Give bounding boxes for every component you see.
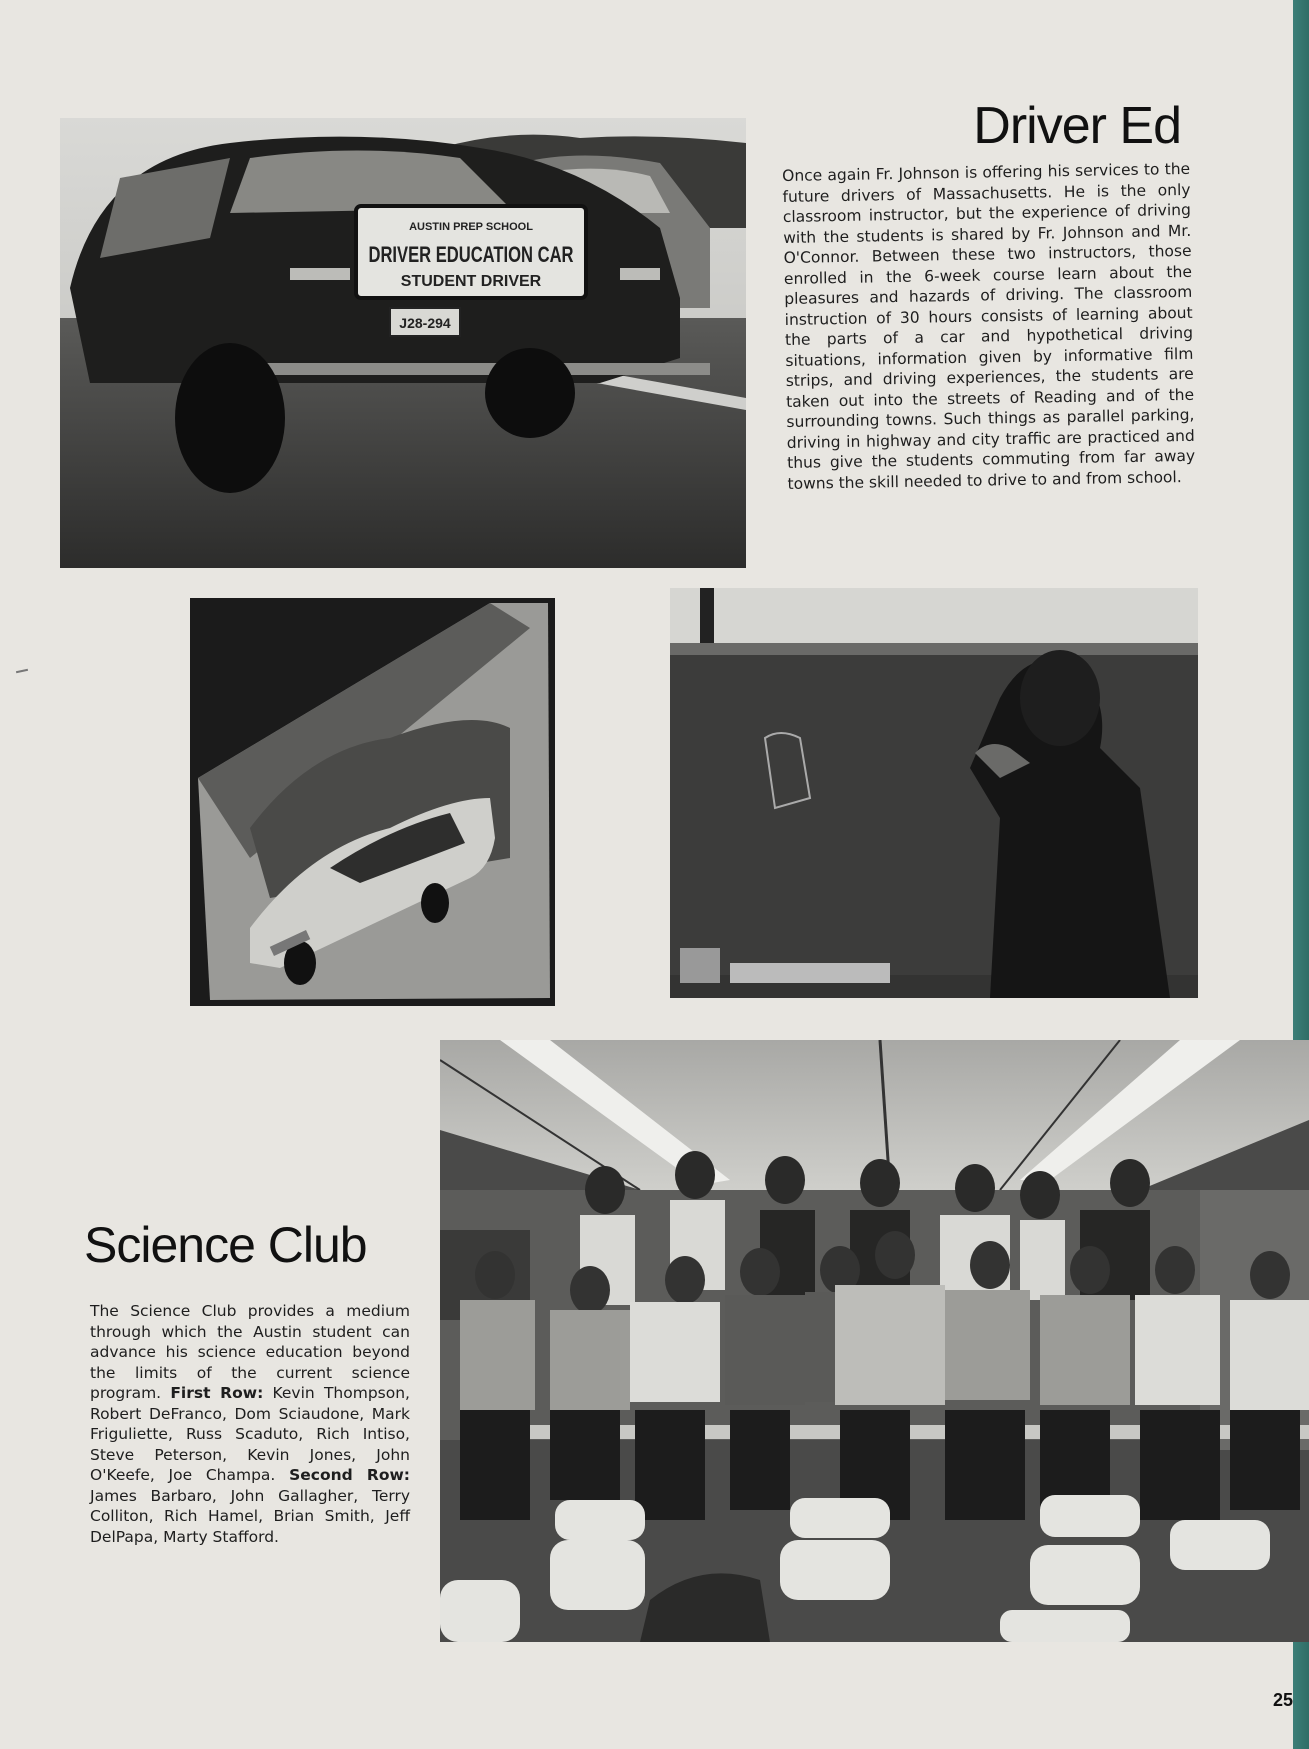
second-row-names: James Barbaro, John Gallagher, Terry Colliton, Rich Hamel, Brian Smith, Jeff DelPapa, Marty Stafford. <box>90 1486 410 1546</box>
car-sign-line3: STUDENT DRIVER <box>400 273 542 290</box>
page-number: 25 <box>1272 1690 1293 1710</box>
science-club-group-photo <box>440 1040 1309 1642</box>
margin-mark <box>16 669 28 673</box>
film-strip-car-photo <box>190 598 555 1006</box>
second-row-label: Second Row: <box>289 1466 410 1484</box>
car-sign-line1: AUSTIN PREP SCHOOL <box>409 221 533 233</box>
driver-ed-paragraph: Once again Fr. Johnson is offering his services to the future drivers of Massachusetts. He is the only classroom instructor, but the experience of driving with the students is shared by Fr. Johnson and Mr. O'Connor. Between these two instructors, those enrolled in the 6-week course learn about the pleasures and hazards of driving. The classroom instruction of 30 hours consists of learning about the parts of a car and hypothetical driving situations, information given by informative film strips, and driving experiences, the students are taken out into the streets of Reading and of the surrounding towns. Such things as parallel parking, driving in highway and city traffic are practiced and thus give the students commuting from far away towns the skill needed to drive to and from school. <box>782 159 1196 493</box>
first-row-names: Kevin Thompson, Robert DeFranco, Dom Sciaudone, Mark Friguliette, Russ Scaduto, Rich Intiso, Steve Peterson, Kevin Jones, John O'Keefe, Joe Champa. <box>90 1384 410 1484</box>
classroom-instructor-photo <box>670 588 1198 998</box>
science-club-title: Science Club <box>84 1217 367 1273</box>
license-plate-text: J28-294 <box>399 315 451 331</box>
first-row-label: First Row: <box>170 1384 264 1402</box>
car-sign-line2: DRIVER EDUCATION CAR <box>368 242 574 267</box>
driver-ed-car-photo <box>60 118 746 568</box>
driver-ed-title: Driver Ed <box>973 97 1181 155</box>
science-club-intro: The Science Club provides a medium through which the Austin student can advance his science education beyond the limits of the current science program. <box>90 1302 410 1402</box>
science-club-paragraph <box>90 1301 410 1547</box>
